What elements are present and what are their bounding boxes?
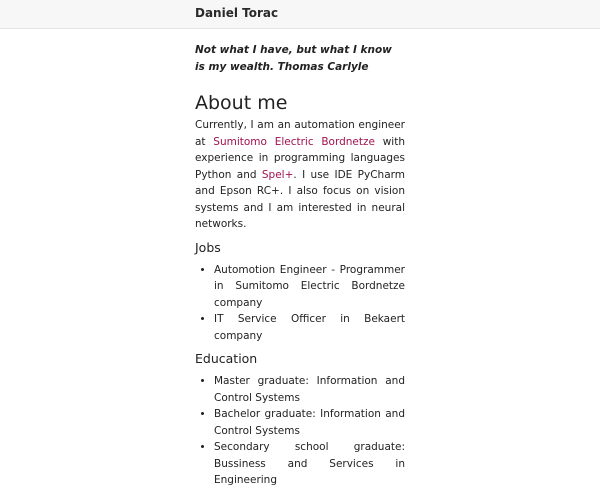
education-heading: Education (195, 351, 258, 366)
site-title-link[interactable]: Daniel Torac (195, 6, 279, 20)
education-list (195, 373, 405, 489)
list-item: • IT Service Officer in Bekaert company (214, 311, 405, 344)
jobs-heading: Jobs (195, 239, 221, 255)
about-heading: About me (195, 92, 288, 114)
list-item: • Automotion Engineer - Programmer in Sumitomo Electric Bordnetze company (214, 262, 405, 312)
main-content (195, 42, 405, 495)
company-link[interactable]: Sumitomo Electric Bordnetze (213, 135, 375, 148)
jobs-list (195, 262, 405, 345)
about-text-1: Currently, I am an automation engineer at (195, 119, 405, 148)
quote: Not what I have, but what I know is my wealth. Thomas Carlyle (195, 44, 392, 73)
about-text-3: . I use IDE PyCharm and Epson RC+. I also focus on vision systems and I am interested in neural networks. (195, 168, 405, 230)
list-item: • Bachelor graduate: Information and Control Systems (214, 406, 405, 439)
spel-link[interactable]: Spel+ (261, 168, 294, 181)
about-paragraph (195, 117, 405, 233)
list-item: • Master graduate: Information and Control Systems (214, 373, 405, 406)
top-navigation-bar (0, 0, 600, 29)
list-item: • Secondary school graduate: Bussiness and Services in Engineering (214, 439, 405, 489)
about-text-2: with experience in programming languages Python and (195, 135, 406, 181)
